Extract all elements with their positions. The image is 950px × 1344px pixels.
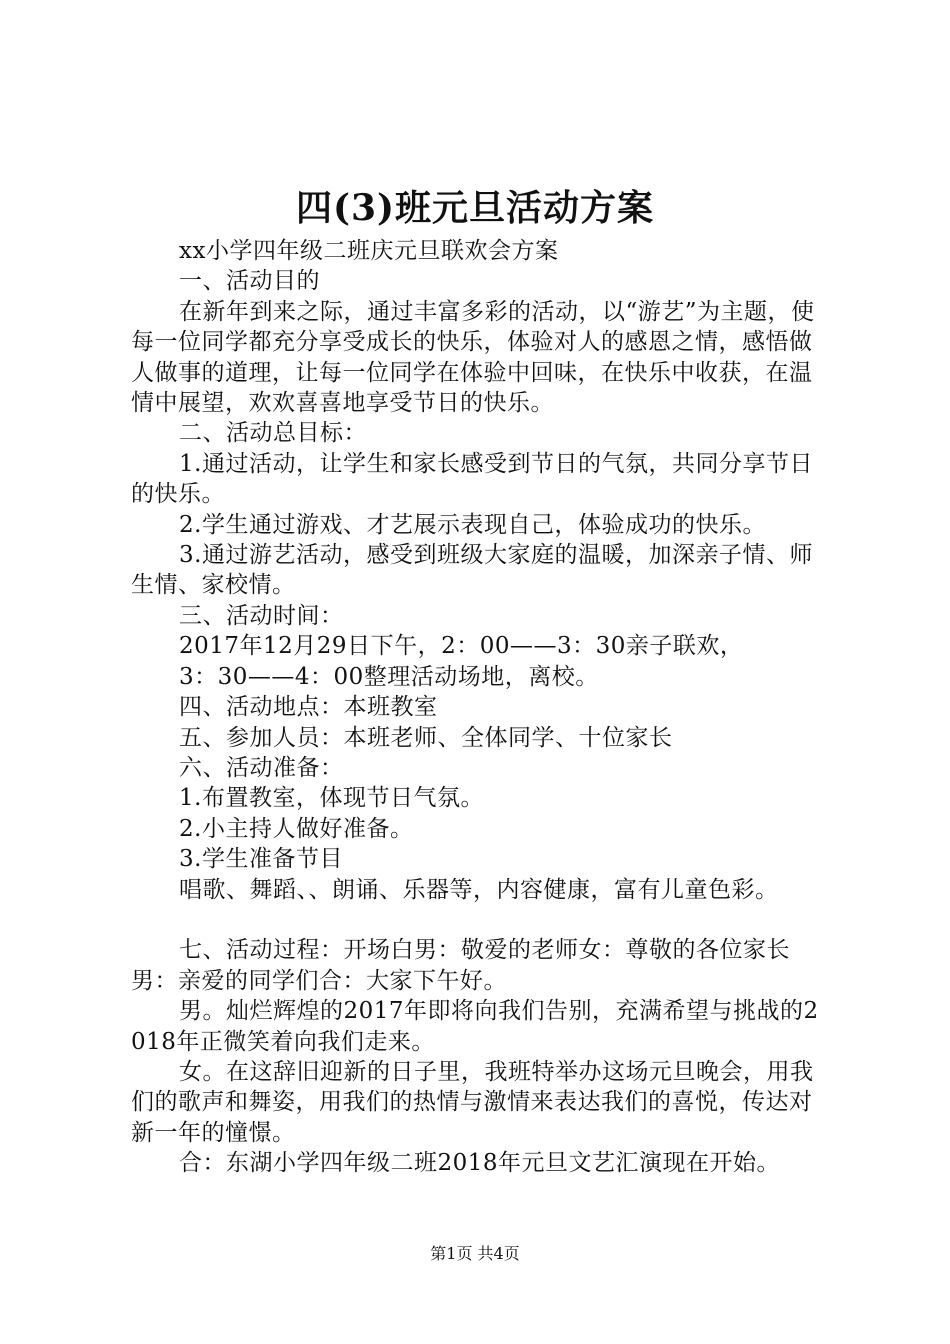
section-heading: 六、活动准备： (179, 754, 344, 781)
list-item: 3.通过游艺活动，感受到班级大家庭的温暖，加深亲子情、师生情、家校情。 (131, 542, 813, 599)
document-body (131, 236, 831, 1179)
document-title: 四(3)班元旦活动方案 (295, 187, 655, 229)
paragraph: xx小学四年级二班庆元旦联欢会方案 (179, 238, 559, 264)
section-heading: 一、活动目的 (179, 268, 320, 295)
paragraph: 七、活动过程：开场白男：敬爱的老师女：尊敬的各位家长男：亲爱的同学们合：大家下午好。 (131, 937, 790, 994)
list-item: 1.通过活动，让学生和家长感受到节日的气氛，共同分享节日的快乐。 (131, 450, 813, 508)
paragraph: 合：东湖小学四年级二班2018年元旦文艺汇演现在开始。 (179, 1150, 781, 1177)
list-item: 1.布置教室，体现节日气氛。 (179, 785, 484, 812)
page-footer: 第1页 共4页 (430, 1244, 520, 1263)
paragraph: 男。灿烂辉煌的2017年即将向我们告别，充满希望与挑战的2018年正微笑着向我们走来。 (131, 998, 819, 1055)
section-heading: 五、参加人员：本班老师、全体同学、十位家长 (179, 724, 673, 751)
paragraph: 2017年12月29日下午，2：00——3：30亲子联欢， (179, 633, 744, 660)
paragraph: 在新年到来之际，通过丰富多彩的活动，以“游艺”为主题，使每一位同学都充分享受成长的快乐，体验对人的感恩之情，感悟做人做事的道理，让每一位同学在体验中回味，在快乐中收获，在温情中展望，欢欢喜喜地享受节日的快乐。 (131, 298, 815, 417)
section-heading: 二、活动总目标： (179, 420, 367, 447)
section-heading: 四、活动地点：本班教室 (179, 694, 438, 721)
list-item: 2.小主持人做好准备。 (179, 815, 414, 842)
list-item: 2.学生通过游戏、才艺展示表现自己，体验成功的快乐。 (179, 511, 766, 538)
list-item: 3.学生准备节目 (179, 846, 343, 873)
paragraph: 女。在这辞旧迎新的日子里，我班特举办这场元旦晚会，用我们的歌声和舞姿，用我们的热情与激情来表达我们的喜悦，传达对新一年的憧憬。 (131, 1058, 814, 1146)
paragraph: 唱歌、舞蹈、、朗诵、乐器等，内容健康，富有儿童色彩。 (179, 876, 779, 903)
paragraph: 3：30——4：00整理活动场地，离校。 (179, 663, 599, 690)
section-heading: 三、活动时间： (179, 602, 344, 629)
blank-line (131, 905, 831, 935)
